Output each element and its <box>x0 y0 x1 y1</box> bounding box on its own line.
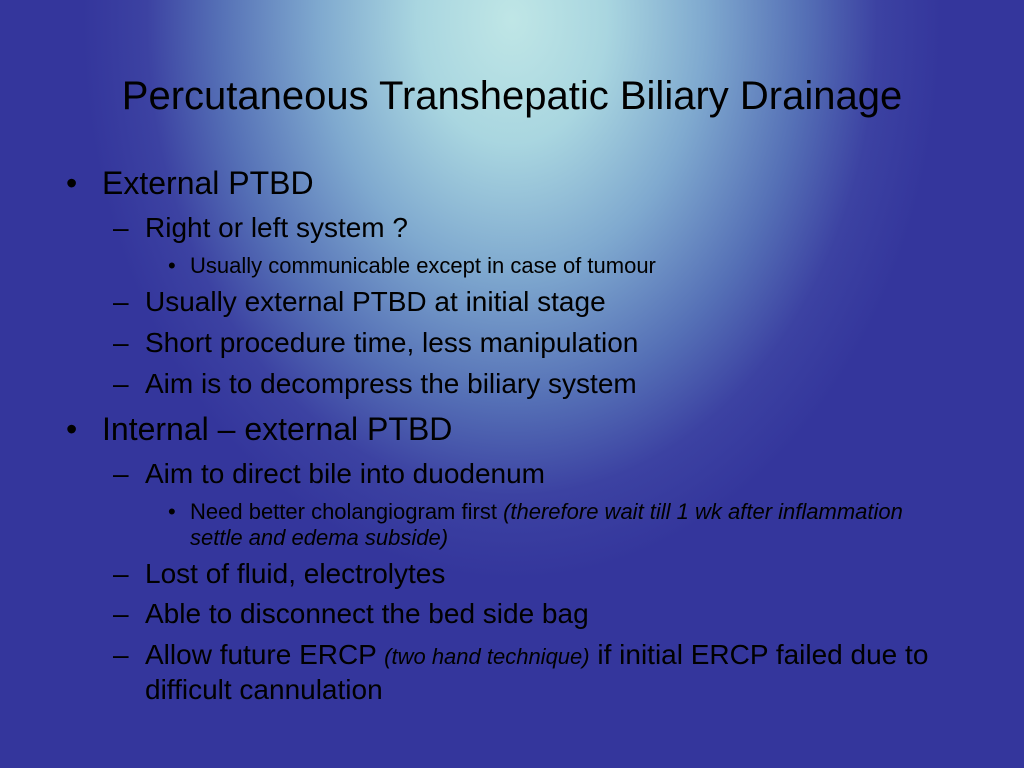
dash-marker: – <box>113 286 129 317</box>
dash-marker: – <box>113 368 129 399</box>
sub-bullet-text: Short procedure time, less manipulation <box>145 327 639 358</box>
sub-bullet-initial-stage <box>113 285 935 318</box>
bullet-internal-external-ptbd <box>66 411 452 447</box>
sub-bullet-text <box>145 638 935 706</box>
dash-marker: – <box>113 639 129 670</box>
ercp-text-start: Allow future ERCP <box>145 639 385 670</box>
dash-marker: – <box>113 558 129 589</box>
sub-bullet-direct-bile <box>113 457 935 490</box>
cholangiogram-text: Need better cholangiogram first <box>190 499 504 524</box>
sub-bullet-decompress <box>113 367 935 400</box>
bullet-marker: • <box>168 499 176 524</box>
dash-marker: – <box>113 327 129 358</box>
sub-bullet-right-left-system <box>113 211 935 244</box>
slide-title: Percutaneous Transhepatic Biliary Drainage <box>121 74 903 118</box>
bullet-marker: • <box>66 165 78 201</box>
sub-bullet-text: Right or left system ? <box>145 212 408 243</box>
bullet-marker: • <box>66 411 78 447</box>
sub-bullet-text: Usually external PTBD at initial stage <box>145 286 606 317</box>
sub-bullet-procedure-time <box>113 326 935 359</box>
dash-marker: – <box>113 212 129 243</box>
ercp-technique-note: (two hand technique) <box>384 644 590 669</box>
sub-bullet-text: Able to disconnect the bed side bag <box>145 598 589 629</box>
sub-bullet-text: Aim to direct bile into duodenum <box>145 458 545 489</box>
sub-bullet-fluid-loss <box>113 557 935 590</box>
sub-bullet-text: Aim is to decompress the biliary system <box>145 368 637 399</box>
bullet-marker: • <box>168 253 176 278</box>
ercp-text-end: if initial ERCP failed due to difficult cannulation <box>145 639 929 705</box>
sub-bullet-future-ercp <box>113 638 935 706</box>
sub-sub-bullet-cholangiogram <box>168 499 930 551</box>
sub-sub-bullet-communicable <box>168 253 930 279</box>
dash-marker: – <box>113 598 129 629</box>
sub-bullet-disconnect-bag <box>113 597 935 630</box>
bullet-text: Internal – external PTBD <box>102 411 453 447</box>
sub-bullet-text: Lost of fluid, electrolytes <box>145 558 446 589</box>
dash-marker: – <box>113 458 129 489</box>
sub-sub-bullet-text <box>190 499 930 551</box>
sub-sub-bullet-text: Usually communicable except in case of tumour <box>190 253 656 278</box>
cholangiogram-note: (therefore wait till 1 wk after inflammation settle and edema subside) <box>190 499 903 550</box>
bullet-text: External PTBD <box>102 165 314 201</box>
bullet-external-ptbd <box>66 165 314 201</box>
